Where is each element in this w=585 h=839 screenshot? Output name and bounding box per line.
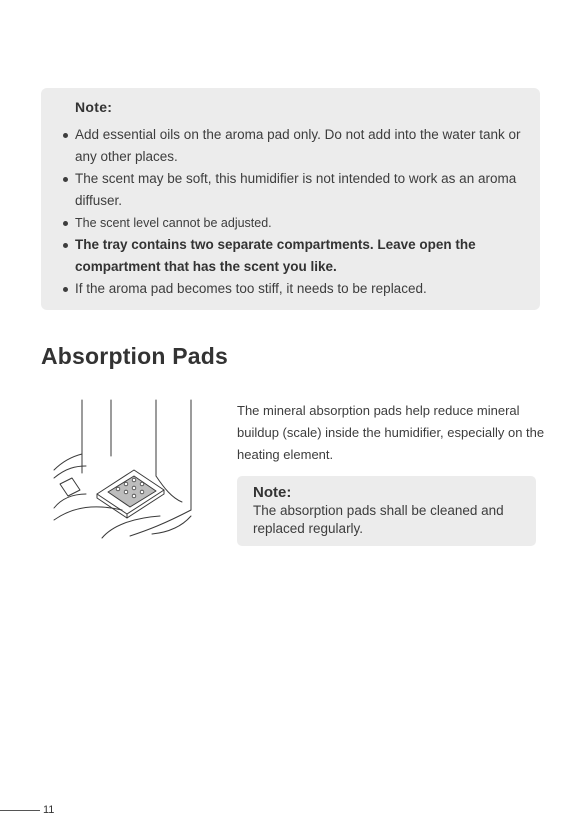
absorption-pad-illustration [52,398,200,546]
footer-rule [0,810,40,811]
list-item: The scent level cannot be adjusted. [62,212,522,234]
note-title: Note: [75,99,113,115]
list-item: Add essential oils on the aroma pad only. Do not add into the water tank or any other places. [62,124,522,168]
note-list [62,124,522,300]
page-number: 11 [43,804,55,816]
note-title: Note: [253,484,292,501]
list-item: If the aroma pad becomes too stiff, it needs to be replaced. [62,278,522,300]
section-title: Absorption Pads [41,343,229,369]
note-text: The absorption pads shall be cleaned and replaced regularly. [253,503,504,536]
list-item: The tray contains two separate compartments. Leave open the compartment that has the scent you like. [62,234,522,278]
section-body: The mineral absorption pads help reduce mineral buildup (scale) inside the humidifier, especially on the heating element. [237,403,545,462]
list-item: The scent may be soft, this humidifier is not intended to work as an aroma diffuser. [62,168,522,212]
